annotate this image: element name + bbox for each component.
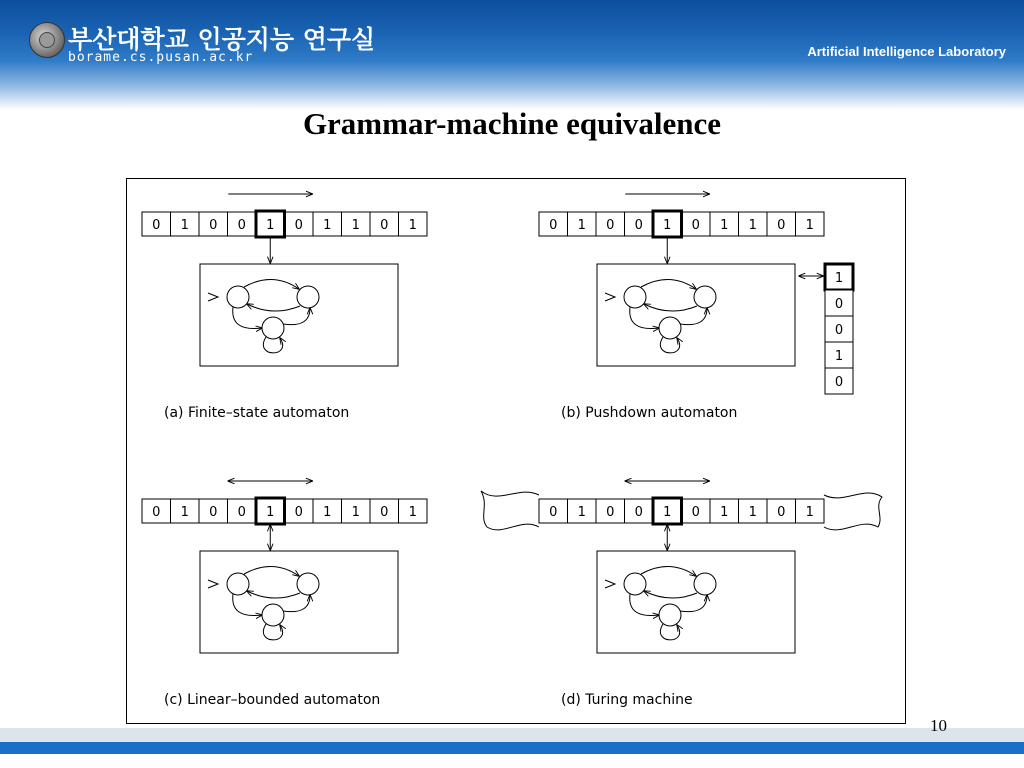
tape-cell-9: 1 xyxy=(805,218,814,233)
automata-figure xyxy=(126,178,906,724)
panel-caption: (a) Finite–state automaton xyxy=(164,405,350,421)
state-node xyxy=(227,286,249,308)
tape-cell-6: 1 xyxy=(323,218,332,233)
tape-cell-8: 0 xyxy=(380,218,389,233)
tape-cell-4: 1 xyxy=(663,218,672,233)
stack-value-1: 0 xyxy=(834,297,844,312)
footer-base xyxy=(0,754,1024,768)
tape-infinite-right xyxy=(824,493,882,530)
tape-cell-1: 1 xyxy=(577,218,586,233)
tape-cell-8: 0 xyxy=(380,505,389,520)
state-node xyxy=(694,573,716,595)
panel-caption: (d) Turing machine xyxy=(561,692,693,708)
stack-value-0: 1 xyxy=(834,271,844,286)
tape-cell-7: 1 xyxy=(351,505,360,520)
control-unit-box xyxy=(200,551,398,653)
footer-stripe xyxy=(0,742,1024,754)
tape-cell-4: 1 xyxy=(266,505,275,520)
tape-cell-6: 1 xyxy=(720,218,729,233)
automata-diagram xyxy=(127,179,907,725)
control-unit-box xyxy=(200,264,398,366)
state-node xyxy=(624,573,646,595)
state-node xyxy=(624,286,646,308)
control-unit-box xyxy=(597,551,795,653)
tape-cell-9: 1 xyxy=(805,505,814,520)
tape-cell-1: 1 xyxy=(577,505,586,520)
tape-cell-1: 1 xyxy=(180,218,189,233)
tape-cell-2: 0 xyxy=(606,505,615,520)
tape-infinite-left xyxy=(481,491,539,530)
tape-cell-5: 0 xyxy=(294,218,303,233)
state-node xyxy=(262,317,284,339)
state-node xyxy=(297,573,319,595)
tape-cell-3: 0 xyxy=(634,505,643,520)
panel-caption: (b) Pushdown automaton xyxy=(561,405,738,421)
tape-cell-0: 0 xyxy=(152,218,161,233)
organization-url: borame.cs.pusan.ac.kr xyxy=(68,50,254,65)
stack-value-3: 1 xyxy=(834,349,844,364)
stack-value-2: 0 xyxy=(834,323,844,338)
state-node xyxy=(227,573,249,595)
tape-cell-7: 1 xyxy=(351,218,360,233)
tape-cell-4: 1 xyxy=(663,505,672,520)
tape-cell-8: 0 xyxy=(777,505,786,520)
stack-value-4: 0 xyxy=(834,375,844,390)
university-seal-icon xyxy=(29,22,65,58)
tape-cell-6: 1 xyxy=(323,505,332,520)
state-node xyxy=(659,317,681,339)
state-node xyxy=(262,604,284,626)
tape-cell-9: 1 xyxy=(408,218,417,233)
tape-cell-7: 1 xyxy=(748,218,757,233)
tape-cell-3: 0 xyxy=(237,218,246,233)
tape-cell-4: 1 xyxy=(266,218,275,233)
tape-cell-9: 1 xyxy=(408,505,417,520)
tape-cell-8: 0 xyxy=(777,218,786,233)
tape-cell-2: 0 xyxy=(606,218,615,233)
tape-cell-0: 0 xyxy=(549,218,558,233)
tape-cell-2: 0 xyxy=(209,505,218,520)
state-node xyxy=(659,604,681,626)
tape-cell-5: 0 xyxy=(691,218,700,233)
tape-cell-6: 1 xyxy=(720,505,729,520)
tape-cell-1: 1 xyxy=(180,505,189,520)
panel-caption: (c) Linear–bounded automaton xyxy=(164,692,381,708)
slide-header xyxy=(0,0,1024,110)
tape-cell-2: 0 xyxy=(209,218,218,233)
control-unit-box xyxy=(597,264,795,366)
state-node xyxy=(297,286,319,308)
tape-cell-7: 1 xyxy=(748,505,757,520)
tape-cell-5: 0 xyxy=(294,505,303,520)
tape-cell-3: 0 xyxy=(237,505,246,520)
organization-name: 부산대학교 인공지능 연구실 xyxy=(68,25,376,54)
tape-cell-3: 0 xyxy=(634,218,643,233)
tape-cell-0: 0 xyxy=(152,505,161,520)
footer-band xyxy=(0,728,1024,742)
slide-title: Grammar-machine equivalence xyxy=(302,106,722,141)
page-number: 10 xyxy=(930,716,947,735)
state-node xyxy=(694,286,716,308)
tape-cell-5: 0 xyxy=(691,505,700,520)
lab-name: Artificial Intelligence Laboratory xyxy=(807,44,1006,59)
tape-cell-0: 0 xyxy=(549,505,558,520)
